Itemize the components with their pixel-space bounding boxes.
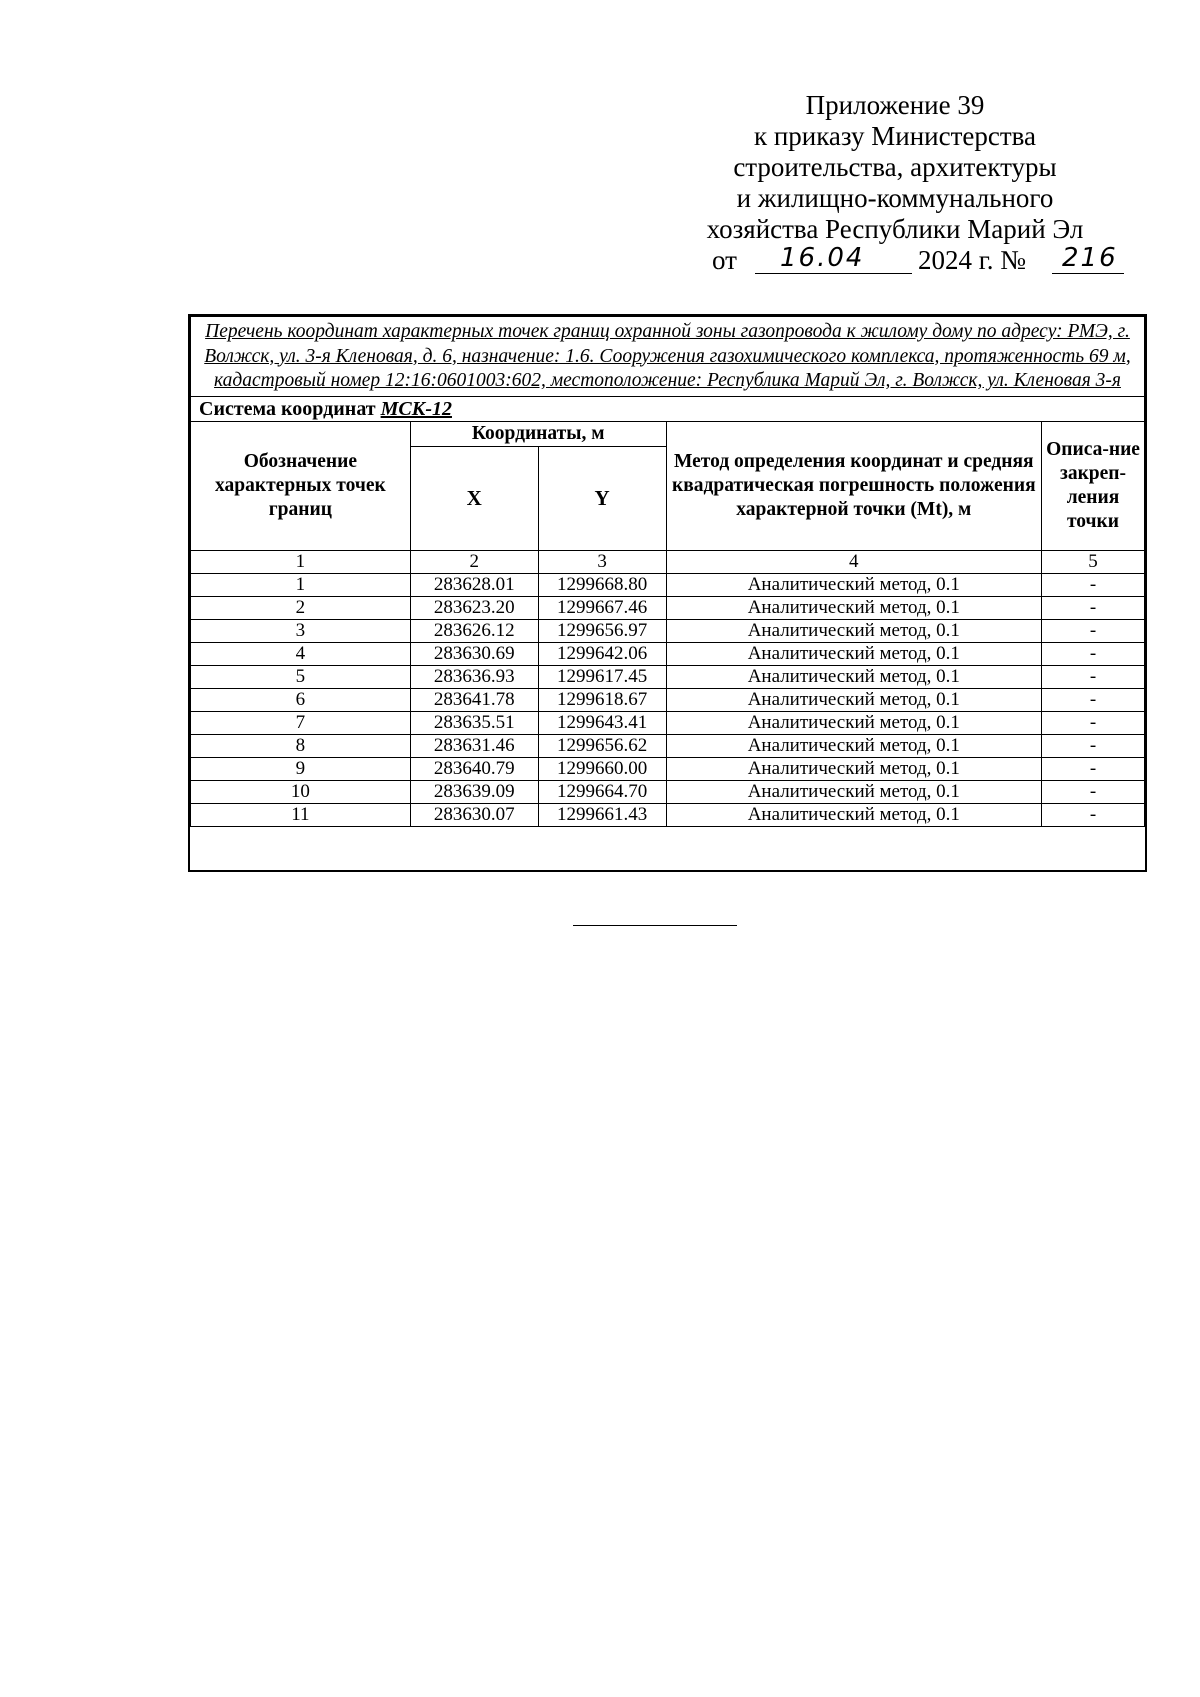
description-cell: - xyxy=(1042,619,1145,642)
description-cell: - xyxy=(1042,596,1145,619)
point-number-cell: 3 xyxy=(191,619,411,642)
handwritten-date: 16.04 xyxy=(780,243,865,273)
table-caption: Перечень координат характерных точек границ охранной зоны газопровода к жилому дому по адресу: РМЭ, г. Волжск, ул. 3-я Кленовая, д. 6, назначение: 1.6. Сооружения газохимического комплекса, протяженность 69 м, кадастровый номер 12:16:0601003:602, местоположение: Республика Марий Эл, г. Волжск, ул. Кленовая 3-я xyxy=(191,317,1145,397)
column-number: 2 xyxy=(410,550,538,573)
x-coordinate-cell: 283635.51 xyxy=(410,711,538,734)
x-coordinate-cell: 283630.69 xyxy=(410,642,538,665)
table-body xyxy=(191,573,1145,826)
appendix-line-2: к приказу Министерства xyxy=(753,121,1037,151)
coordinate-system xyxy=(191,396,1145,421)
appendix-line-4: и жилищно-коммунального xyxy=(736,183,1054,213)
table-row xyxy=(191,665,1145,688)
column-number: 1 xyxy=(191,550,411,573)
point-number-cell: 4 xyxy=(191,642,411,665)
y-coordinate-cell: 1299618.67 xyxy=(538,688,666,711)
table-row xyxy=(191,596,1145,619)
header-designation: Обозначение характерных точек границ xyxy=(191,421,411,550)
method-cell: Аналитический метод, 0.1 xyxy=(666,642,1041,665)
description-cell: - xyxy=(1042,803,1145,826)
y-coordinate-cell: 1299667.46 xyxy=(538,596,666,619)
order-year: 2024 г. № xyxy=(918,245,1027,275)
x-coordinate-cell: 283623.20 xyxy=(410,596,538,619)
description-cell: - xyxy=(1042,688,1145,711)
table-row xyxy=(191,757,1145,780)
table-row xyxy=(191,780,1145,803)
point-number-cell: 1 xyxy=(191,573,411,596)
y-coordinate-cell: 1299656.62 xyxy=(538,734,666,757)
end-separator-line xyxy=(573,925,737,926)
column-number: 3 xyxy=(538,550,666,573)
description-cell: - xyxy=(1042,665,1145,688)
table-row xyxy=(191,642,1145,665)
table-row xyxy=(191,803,1145,826)
point-number-cell: 10 xyxy=(191,780,411,803)
description-cell: - xyxy=(1042,711,1145,734)
method-cell: Аналитический метод, 0.1 xyxy=(666,734,1041,757)
header-description: Описа-ние закреп-ления точки xyxy=(1042,421,1145,550)
description-cell: - xyxy=(1042,573,1145,596)
x-coordinate-cell: 283631.46 xyxy=(410,734,538,757)
method-cell: Аналитический метод, 0.1 xyxy=(666,573,1041,596)
point-number-cell: 2 xyxy=(191,596,411,619)
date-prefix: от xyxy=(712,245,737,275)
method-cell: Аналитический метод, 0.1 xyxy=(666,803,1041,826)
coordinates-table xyxy=(190,316,1145,827)
coordinate-system-value: МСК-12 xyxy=(380,397,452,420)
y-coordinate-cell: 1299664.70 xyxy=(538,780,666,803)
y-coordinate-cell: 1299617.45 xyxy=(538,665,666,688)
point-number-cell: 6 xyxy=(191,688,411,711)
point-number-cell: 8 xyxy=(191,734,411,757)
method-cell: Аналитический метод, 0.1 xyxy=(666,688,1041,711)
method-cell: Аналитический метод, 0.1 xyxy=(666,619,1041,642)
y-coordinate-cell: 1299661.43 xyxy=(538,803,666,826)
table-row xyxy=(191,619,1145,642)
y-coordinate-cell: 1299643.41 xyxy=(538,711,666,734)
y-coordinate-cell: 1299642.06 xyxy=(538,642,666,665)
y-coordinate-cell: 1299656.97 xyxy=(538,619,666,642)
header-method: Метод определения координат и средняя квадратическая погрешность положения характерной точки (Mt), м xyxy=(666,421,1041,550)
x-coordinate-cell: 283641.78 xyxy=(410,688,538,711)
coordinate-system-label: Система координат xyxy=(199,397,376,420)
table-row xyxy=(191,688,1145,711)
x-coordinate-cell: 283626.12 xyxy=(410,619,538,642)
header-y: Y xyxy=(538,446,666,550)
x-coordinate-cell: 283628.01 xyxy=(410,573,538,596)
point-number-cell: 7 xyxy=(191,711,411,734)
description-cell: - xyxy=(1042,642,1145,665)
appendix-title: Приложение 39 xyxy=(805,90,985,120)
point-number-cell: 9 xyxy=(191,757,411,780)
appendix-line-5: хозяйства Республики Марий Эл xyxy=(706,214,1084,244)
column-number: 4 xyxy=(666,550,1041,573)
table-row xyxy=(191,711,1145,734)
handwritten-number: 216 xyxy=(1062,243,1118,273)
column-numbers-row xyxy=(191,550,1145,573)
header-x: X xyxy=(410,446,538,550)
appendix-line-3: строительства, архитектуры xyxy=(733,152,1057,182)
table-row xyxy=(191,734,1145,757)
x-coordinate-cell: 283639.09 xyxy=(410,780,538,803)
method-cell: Аналитический метод, 0.1 xyxy=(666,665,1041,688)
x-coordinate-cell: 283640.79 xyxy=(410,757,538,780)
column-number: 5 xyxy=(1042,550,1145,573)
y-coordinate-cell: 1299660.00 xyxy=(538,757,666,780)
x-coordinate-cell: 283630.07 xyxy=(410,803,538,826)
description-cell: - xyxy=(1042,734,1145,757)
header-coordinates: Координаты, м xyxy=(410,421,666,446)
appendix-header xyxy=(680,90,1200,275)
method-cell: Аналитический метод, 0.1 xyxy=(666,596,1041,619)
order-date-line xyxy=(680,245,1200,281)
description-cell: - xyxy=(1042,757,1145,780)
method-cell: Аналитический метод, 0.1 xyxy=(666,780,1041,803)
point-number-cell: 5 xyxy=(191,665,411,688)
table-row xyxy=(191,573,1145,596)
point-number-cell: 11 xyxy=(191,803,411,826)
y-coordinate-cell: 1299668.80 xyxy=(538,573,666,596)
description-cell: - xyxy=(1042,780,1145,803)
method-cell: Аналитический метод, 0.1 xyxy=(666,711,1041,734)
x-coordinate-cell: 283636.93 xyxy=(410,665,538,688)
method-cell: Аналитический метод, 0.1 xyxy=(666,757,1041,780)
